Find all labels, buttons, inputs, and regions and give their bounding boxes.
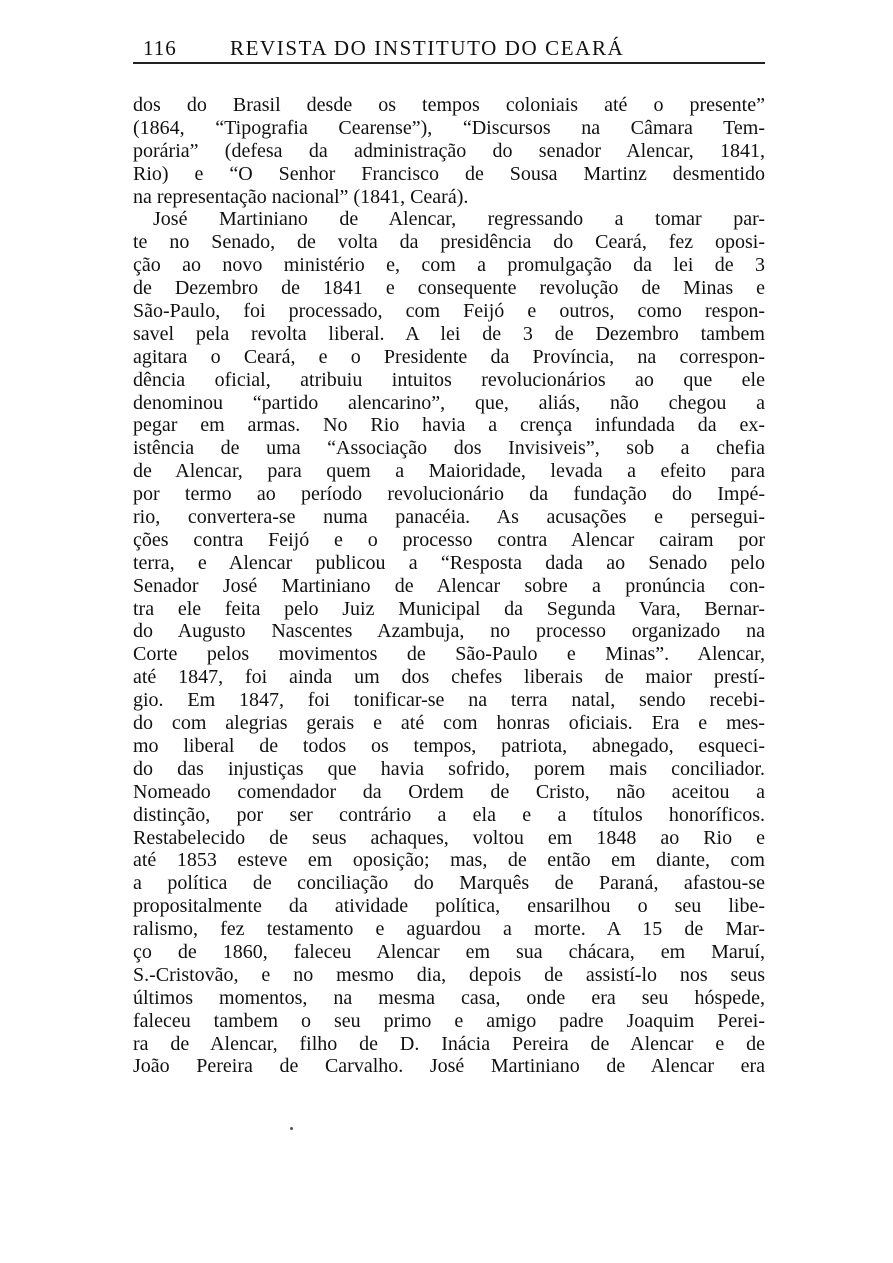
- text-line: dência oficial, atribuiu intuitos revolucionários ao que ele: [133, 368, 765, 391]
- text-line: de Alencar, para quem a Maioridade, levada a efeito para: [133, 460, 765, 483]
- text-line: Restabelecido de seus achaques, voltou em 1848 ao Rio e: [133, 826, 765, 849]
- ink-speck: [290, 1127, 293, 1130]
- text-line: gio. Em 1847, foi tonificar-se na terra natal, sendo recebi-: [133, 689, 765, 712]
- text-line: Senador José Martiniano de Alencar sobre a pronúncia con-: [133, 574, 765, 597]
- text-line: istência de uma “Associação dos Invisiveis”, sob a chefia: [133, 437, 765, 460]
- text-line: por termo ao período revolucionário da fundação do Impé-: [133, 483, 765, 506]
- text-line: (1864, “Tipografia Cearense”), “Discursos na Câmara Tem-: [133, 116, 765, 139]
- text-line: ra de Alencar, filho de D. Inácia Pereira de Alencar e de: [133, 1032, 765, 1055]
- text-line: do com alegrias gerais e até com honras oficiais. Era e mes-: [133, 712, 765, 735]
- text-line: do Augusto Nascentes Azambuja, no processo organizado na: [133, 620, 765, 643]
- text-line: propositalmente da atividade política, ensarilhou o seu libe-: [133, 895, 765, 918]
- text-line: agitara o Ceará, e o Presidente da Província, na correspon-: [133, 345, 765, 368]
- text-line: de Dezembro de 1841 e consequente revolução de Minas e: [133, 277, 765, 300]
- text-line: mo liberal de todos os tempos, patriota, abnegado, esqueci-: [133, 734, 765, 757]
- text-line: até 1853 esteve em oposição; mas, de então em diante, com: [133, 849, 765, 872]
- text-line: dos do Brasil desde os tempos coloniais até o presente”: [133, 94, 765, 116]
- text-line: Corte pelos movimentos de São-Paulo e Minas”. Alencar,: [133, 643, 765, 666]
- text-line: pegar em armas. No Rio havia a crença infundada da ex-: [133, 414, 765, 437]
- text-line: terra, e Alencar publicou a “Resposta dada ao Senado pelo: [133, 551, 765, 574]
- text-line: tra ele feita pelo Juiz Municipal da Segunda Vara, Bernar-: [133, 597, 765, 620]
- text-line: ção ao novo ministério e, com a promulgação da lei de 3: [133, 254, 765, 277]
- text-line: denominou “partido alencarino”, que, aliás, não chegou a: [133, 391, 765, 414]
- text-line: S.-Cristovão, e no mesmo dia, depois de assistí-lo nos seus: [133, 963, 765, 986]
- text-line: te no Senado, de volta da presidência do Ceará, fez oposi-: [133, 231, 765, 254]
- text-line: até 1847, foi ainda um dos chefes liberais de maior prestí-: [133, 666, 765, 689]
- text-line: Nomeado comendador da Ordem de Cristo, não aceitou a: [133, 780, 765, 803]
- text-line: distinção, por ser contrário a ela e a títulos honoríficos.: [133, 803, 765, 826]
- page-number: 116: [143, 36, 177, 60]
- running-title: REVISTA DO INSTITUTO DO CEARÁ: [230, 36, 625, 60]
- text-line: São-Paulo, foi processado, com Feijó e outros, como respon-: [133, 300, 765, 323]
- text-line: na representação nacional” (1841, Ceará).: [133, 185, 469, 208]
- text-line: últimos momentos, na mesma casa, onde era seu hóspede,: [133, 986, 765, 1009]
- text-line: do das injustiças que havia sofrido, porem mais conciliador.: [133, 757, 765, 780]
- text-line: a política de conciliação do Marquês de Paraná, afastou-se: [133, 872, 765, 895]
- text-line: Rio) e “O Senhor Francisco de Sousa Martinz desmentido: [133, 162, 765, 185]
- text-line: rio, convertera-se numa panacéia. As acusações e persegui-: [133, 506, 765, 529]
- text-line: ralismo, fez testamento e aguardou a morte. A 15 de Mar-: [133, 918, 765, 941]
- text-line: José Martiniano de Alencar, regressando a tomar par-: [153, 208, 765, 231]
- running-header: [133, 36, 765, 64]
- text-line: João Pereira de Carvalho. José Martiniano de Alencar era: [133, 1055, 765, 1078]
- text-line: savel pela revolta liberal. A lei de 3 de Dezembro tambem: [133, 322, 765, 345]
- text-line: faleceu tambem o seu primo e amigo padre Joaquim Perei-: [133, 1009, 765, 1032]
- text-line: ções contra Feijó e o processo contra Alencar cairam por: [133, 528, 765, 551]
- text-line: porária” (defesa da administração do senador Alencar, 1841,: [133, 139, 765, 162]
- body-text: [133, 94, 765, 1078]
- text-line: ço de 1860, faleceu Alencar em sua chácara, em Maruí,: [133, 940, 765, 963]
